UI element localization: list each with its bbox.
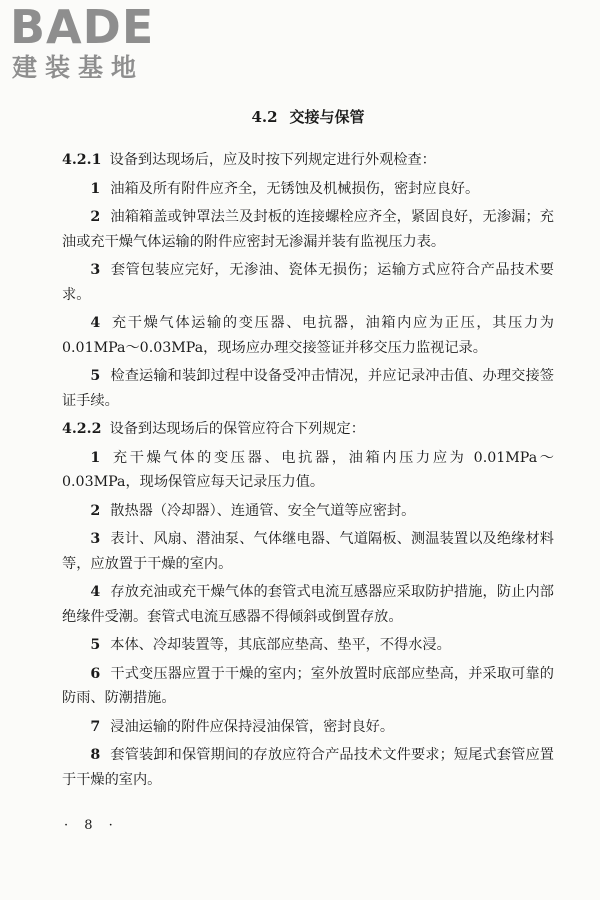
item-text: 套管装卸和保管期间的存放应符合产品技术文件要求；短尾式套管应置于干燥的室内。	[62, 747, 554, 788]
logo-subtitle: 建装基地	[12, 53, 145, 82]
item-number: 3	[90, 531, 101, 547]
item-text: 表计、风扇、潜油泵、气体继电器、气道隔板、测温装置以及绝缘材料等，应放置于干燥的室内。	[62, 531, 554, 572]
item-text: 本体、冷却装置等，其底部应垫高、垫平，不得水浸。	[110, 637, 451, 653]
item-number: 5	[90, 637, 101, 653]
logo-brand: BADE	[10, 0, 155, 54]
item-text: 油箱及所有附件应齐全，无锈蚀及机械损伤，密封应良好。	[110, 180, 480, 197]
clause-text: 设备到达现场后，应及时按下列规定进行外观检查：	[109, 152, 436, 168]
document-body	[62, 102, 554, 796]
item-number: 3	[90, 262, 101, 278]
list-item	[62, 633, 554, 658]
item-text: 油箱箱盖或钟罩法兰及封板的连接螺栓应齐全，紧固良好，无渗漏；充油或充干燥气体运输的附件应密封无渗漏并装有监视压力表。	[62, 209, 554, 250]
clause-list	[62, 148, 554, 792]
bade-logo	[10, 2, 180, 88]
list-item	[62, 364, 554, 413]
item-text: 存放充油或充干燥气体的套管式电流互感器应采取防护措施，防止内部绝缘件受潮。套管式电流互感器不得倾斜或倒置存放。	[62, 584, 554, 625]
section-number: 4.2	[251, 108, 278, 126]
list-item	[62, 580, 554, 629]
item-number: 2	[90, 502, 101, 519]
list-item	[62, 205, 554, 254]
item-text: 套管包装应完好，无渗油、瓷体无损伤；运输方式应符合产品技术要求。	[62, 262, 554, 303]
list-item	[62, 311, 554, 360]
item-number: 1	[90, 180, 101, 197]
list-item	[62, 715, 554, 740]
item-text: 充干燥气体的变压器、电抗器，油箱内压力应为 0.01MPa～0.03MPa，现场保管应每天记录压力值。	[62, 449, 554, 490]
item-number: 2	[90, 209, 101, 225]
list-item	[62, 743, 554, 792]
item-number: 4	[90, 584, 101, 600]
item-number: 8	[90, 747, 101, 763]
clause	[62, 417, 554, 442]
clause-number: 4.2.2	[62, 421, 102, 437]
item-number: 1	[90, 449, 101, 466]
section-heading	[62, 102, 554, 132]
item-number: 7	[90, 718, 101, 735]
list-item	[62, 446, 554, 495]
item-number: 4	[90, 315, 101, 331]
item-text: 浸油运输的附件应保持浸油保管，密封良好。	[110, 718, 395, 735]
list-item	[62, 527, 554, 576]
item-number: 6	[90, 665, 101, 682]
list-item	[62, 177, 554, 202]
clause-number: 4.2.1	[62, 152, 102, 168]
item-text: 检查运输和装卸过程中设备受冲击情况，并应记录冲击值、办理交接签证手续。	[62, 368, 554, 409]
list-item	[62, 258, 554, 307]
page-number: · 8 ·	[64, 818, 119, 833]
item-number: 5	[90, 368, 101, 384]
item-text: 充干燥气体运输的变压器、电抗器，油箱内应为正压，其压力为 0.01MPa～0.03MPa，现场应办理交接签证并移交压力监视记录。	[62, 315, 554, 356]
item-text: 散热器（冷却器）、连通管、安全气道等应密封。	[110, 502, 416, 519]
section-title: 交接与保管	[289, 108, 365, 126]
clause	[62, 148, 554, 173]
clause-text: 设备到达现场后的保管应符合下列规定：	[109, 421, 365, 437]
list-item	[62, 499, 554, 524]
item-text: 干式变压器应置于干燥的室内；室外放置时底部应垫高，并采取可靠的防雨、防潮措施。	[62, 665, 554, 706]
list-item	[62, 662, 554, 711]
